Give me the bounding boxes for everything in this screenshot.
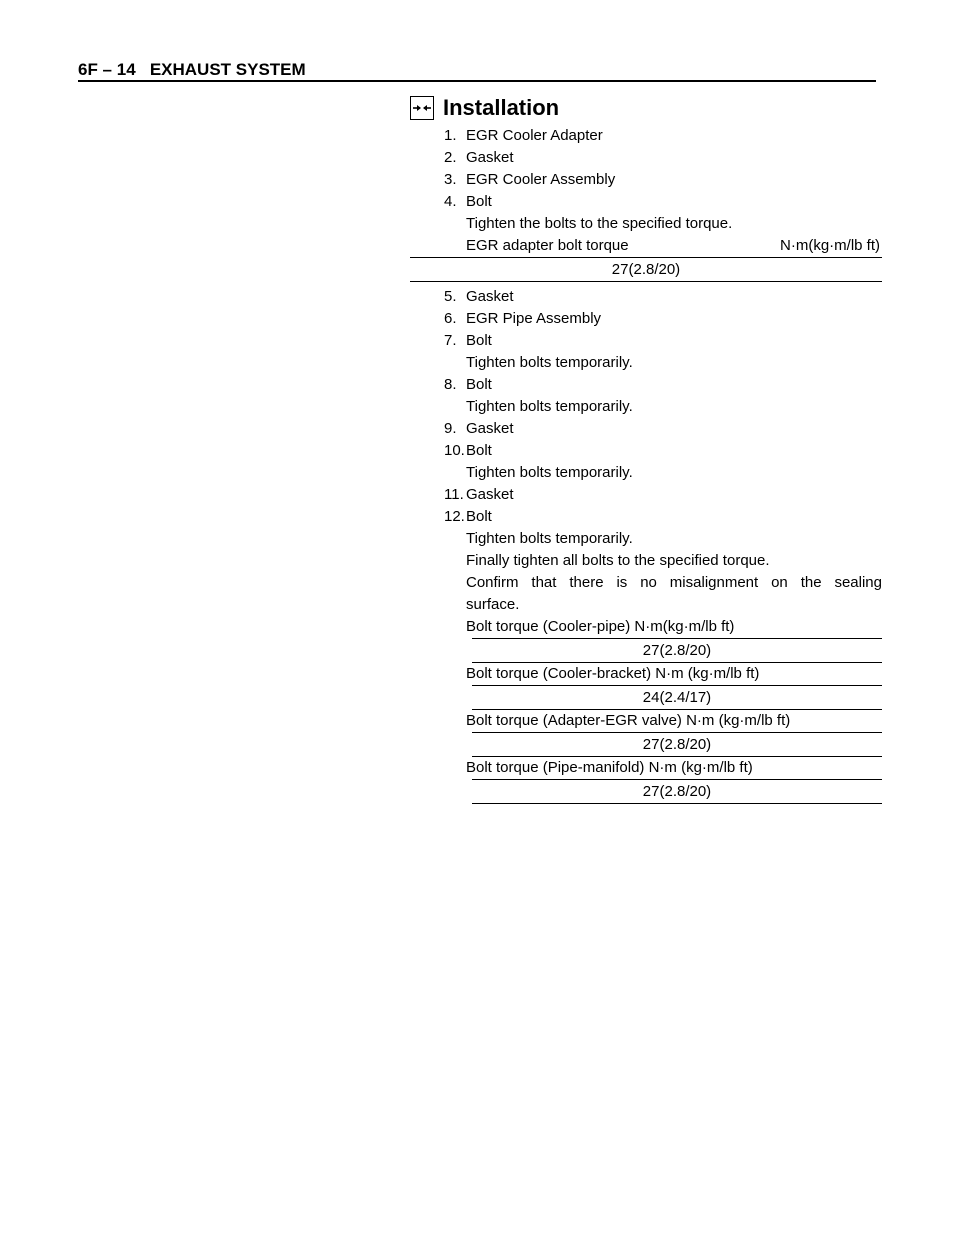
step-number: 9. bbox=[444, 420, 457, 437]
torque-spec-label: Bolt torque (Cooler-pipe) N·m(kg·m/lb ft) bbox=[466, 618, 735, 635]
step-label: EGR Cooler Adapter bbox=[466, 127, 603, 144]
torque-spec-value: 24(2.4/17) bbox=[472, 686, 882, 710]
step-number: 1. bbox=[444, 127, 457, 144]
step-label: Bolt bbox=[466, 508, 492, 525]
step-note: Tighten the bolts to the specified torque. bbox=[466, 215, 733, 232]
page-header-title: 6F – 14 EXHAUST SYSTEM bbox=[78, 60, 306, 79]
step-note: Tighten bolts temporarily. bbox=[466, 464, 633, 481]
list-item bbox=[444, 147, 882, 169]
step-label: Gasket bbox=[466, 288, 514, 305]
list-item bbox=[444, 418, 882, 440]
step-label: Gasket bbox=[466, 420, 514, 437]
step-label: Bolt bbox=[466, 332, 492, 349]
step-note: surface. bbox=[466, 596, 520, 613]
step-number: 7. bbox=[444, 332, 457, 349]
torque-spec-header bbox=[466, 235, 882, 257]
list-item bbox=[444, 308, 882, 330]
list-item bbox=[444, 125, 882, 147]
list-item bbox=[444, 191, 882, 213]
list-item bbox=[444, 484, 882, 506]
step-number: 3. bbox=[444, 171, 457, 188]
step-note: Tighten bolts temporarily. bbox=[466, 530, 633, 547]
list-item bbox=[444, 374, 882, 396]
torque-spec-label: Bolt torque (Pipe-manifold) N·m (kg·m/lb ft) bbox=[466, 759, 753, 776]
step-number: 11. bbox=[444, 486, 464, 503]
list-item bbox=[444, 330, 882, 352]
step-label: Gasket bbox=[466, 149, 514, 166]
list-item bbox=[444, 506, 882, 528]
step-number: 8. bbox=[444, 376, 457, 393]
torque-spec-label: EGR adapter bolt torque bbox=[466, 237, 629, 254]
list-item bbox=[444, 169, 882, 191]
section-title-row bbox=[410, 92, 882, 124]
step-note: Confirm that there is no misalignment on the sealing bbox=[466, 574, 882, 591]
torque-spec-label: Bolt torque (Adapter-EGR valve) N·m (kg·m/lb ft) bbox=[466, 712, 791, 729]
torque-spec-value: 27(2.8/20) bbox=[410, 258, 882, 282]
step-number: 4. bbox=[444, 193, 457, 210]
step-label: Bolt bbox=[466, 193, 492, 210]
step-number: 5. bbox=[444, 288, 457, 305]
step-label: Gasket bbox=[466, 486, 514, 503]
torque-spec-unit: N·m(kg·m/lb ft) bbox=[780, 237, 880, 254]
step-label: EGR Cooler Assembly bbox=[466, 171, 616, 188]
list-item bbox=[444, 440, 882, 462]
list-item bbox=[444, 286, 882, 308]
torque-spec-value: 27(2.8/20) bbox=[472, 733, 882, 757]
step-label: Bolt bbox=[466, 376, 492, 393]
step-number: 10. bbox=[444, 442, 465, 459]
step-note: Tighten bolts temporarily. bbox=[466, 398, 633, 415]
step-number: 2. bbox=[444, 149, 457, 166]
page-header bbox=[78, 60, 876, 82]
step-label: Bolt bbox=[466, 442, 492, 459]
torque-spec-label: Bolt torque (Cooler-bracket) N·m (kg·m/lb ft) bbox=[466, 665, 760, 682]
step-note: Tighten bolts temporarily. bbox=[466, 354, 633, 371]
step-note: Finally tighten all bolts to the specified torque. bbox=[466, 552, 770, 569]
step-number: 6. bbox=[444, 310, 457, 327]
install-arrows-icon bbox=[410, 96, 434, 120]
installation-section bbox=[410, 92, 882, 804]
torque-spec-value: 27(2.8/20) bbox=[472, 639, 882, 663]
torque-spec-value: 27(2.8/20) bbox=[472, 780, 882, 804]
section-title: Installation bbox=[443, 95, 560, 120]
step-label: EGR Pipe Assembly bbox=[466, 310, 602, 327]
installation-steps bbox=[444, 125, 882, 804]
step-number: 12. bbox=[444, 508, 465, 525]
